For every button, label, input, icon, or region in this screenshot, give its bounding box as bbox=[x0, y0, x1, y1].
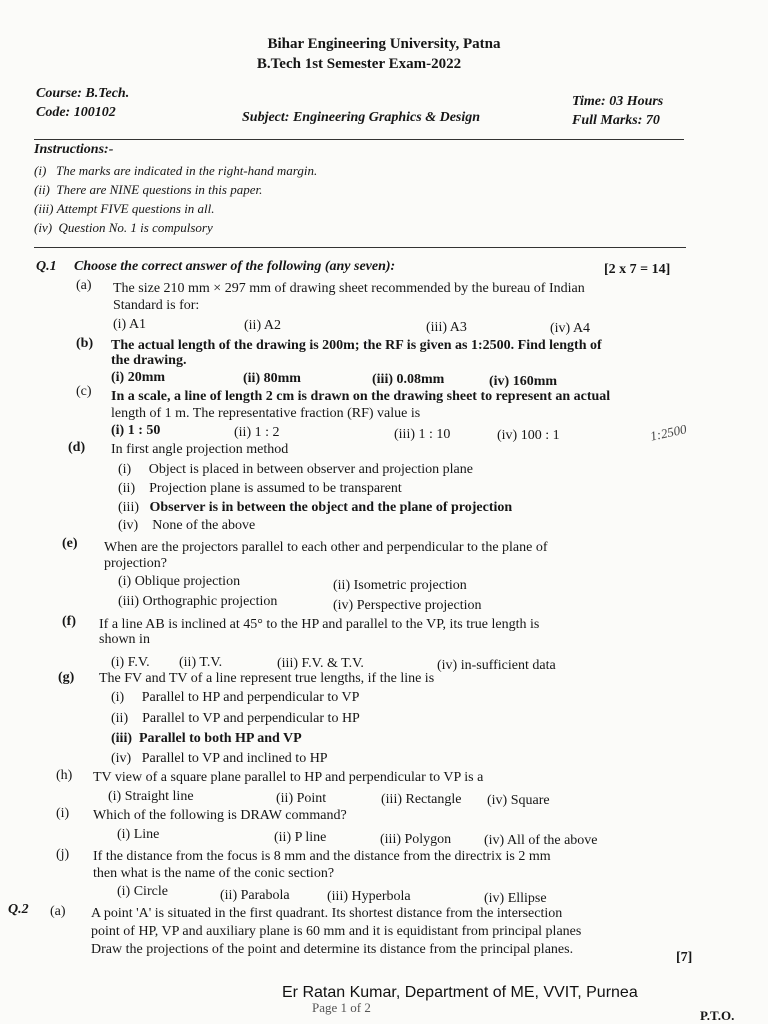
q1e-option: (ii) Isometric projection bbox=[333, 578, 467, 593]
q2a-marks: [7] bbox=[676, 950, 693, 965]
q1a-option: (iii) A3 bbox=[426, 320, 467, 335]
subject-label: Subject: Engineering Graphics & Design bbox=[242, 110, 481, 125]
q1f-option: (i) F.V. bbox=[111, 655, 150, 670]
q1b-text: The actual length of the drawing is 200m; the RF is given as 1:2500. Find length of bbox=[111, 338, 602, 353]
q1j-label: (j) bbox=[56, 847, 70, 862]
q1g-text: The FV and TV of a line represent true lengths, if the line is bbox=[99, 671, 435, 686]
instruction-item: (iii) Attempt FIVE questions in all. bbox=[34, 201, 215, 216]
q1f-text: shown in bbox=[99, 632, 150, 647]
q1g-label: (g) bbox=[58, 670, 75, 685]
q1i-option: (i) Line bbox=[117, 827, 160, 842]
exam-title: B.Tech 1st Semester Exam-2022 bbox=[256, 56, 462, 72]
q1b-option: (ii) 80mm bbox=[243, 371, 301, 386]
handwritten-note: 1:2500 bbox=[648, 421, 688, 444]
page-number: Page 1 of 2 bbox=[312, 1000, 371, 1015]
q1f-text: If a line AB is inclined at 45° to the HP and parallel to the VP, its true length is bbox=[99, 617, 540, 632]
q1g-option: (iv) Parallel to VP and inclined to HP bbox=[111, 751, 328, 766]
q1h-option: (iv) Square bbox=[487, 793, 550, 808]
full-marks: Full Marks: 70 bbox=[572, 113, 660, 128]
q1c-option: (i) 1 : 50 bbox=[111, 423, 161, 438]
q1i-option: (ii) P line bbox=[274, 830, 327, 845]
q1i-option: (iv) All of the above bbox=[484, 833, 598, 848]
q1b-label: (b) bbox=[76, 336, 94, 351]
q1e-text: When are the projectors parallel to each other and perpendicular to the plane of bbox=[104, 540, 548, 555]
q1a-option: (iv) A4 bbox=[550, 321, 591, 336]
q1d-label: (d) bbox=[68, 440, 86, 455]
q1-number: Q.1 bbox=[36, 259, 57, 274]
q1-marks: [2 x 7 = 14] bbox=[604, 262, 671, 277]
q2-number: Q.2 bbox=[8, 902, 29, 917]
q1f-option: (iii) F.V. & T.V. bbox=[277, 656, 364, 671]
q1c-option: (iv) 100 : 1 bbox=[497, 428, 560, 443]
q1j-text: then what is the name of the conic section? bbox=[93, 866, 335, 881]
q1i-label: (i) bbox=[56, 806, 70, 821]
exam-time: Time: 03 Hours bbox=[572, 94, 664, 109]
q1j-option: (i) Circle bbox=[117, 884, 168, 899]
q1a-option: (i) A1 bbox=[113, 317, 147, 332]
instruction-item: (i) The marks are indicated in the right-hand margin. bbox=[34, 163, 318, 178]
q1j-option: (ii) Parabola bbox=[220, 888, 290, 903]
q1b-option: (i) 20mm bbox=[111, 370, 166, 385]
q1a-text: The size 210 mm × 297 mm of drawing sheet recommended by the bureau of Indian bbox=[113, 281, 585, 296]
q1f-option: (ii) T.V. bbox=[179, 655, 223, 670]
q1j-text: If the distance from the focus is 8 mm and the distance from the directrix is 2 mm bbox=[93, 849, 551, 864]
q1d-option: (i) Object is placed in between observer and projection plane bbox=[118, 462, 473, 477]
q1h-option: (i) Straight line bbox=[108, 789, 194, 804]
q1h-text: TV view of a square plane parallel to HP and perpendicular to VP is a bbox=[93, 770, 484, 785]
q1c-option: (iii) 1 : 10 bbox=[394, 427, 451, 442]
pto-label: P.T.O. bbox=[700, 1008, 735, 1023]
q1h-label: (h) bbox=[56, 768, 73, 783]
q1e-label: (e) bbox=[62, 536, 78, 551]
instruction-item: (iv) Question No. 1 is compulsory bbox=[34, 220, 213, 235]
instructions-divider bbox=[34, 247, 686, 248]
q1c-option: (ii) 1 : 2 bbox=[234, 425, 280, 440]
footer-credit: Er Ratan Kumar, Department of ME, VVIT, Purnea bbox=[282, 984, 638, 1001]
header-divider bbox=[34, 139, 684, 140]
q1b-text: the drawing. bbox=[111, 353, 187, 368]
instruction-item: (ii) There are NINE questions in this paper. bbox=[34, 182, 263, 197]
university-name: Bihar Engineering University, Patna bbox=[267, 36, 501, 52]
instructions-title: Instructions:- bbox=[34, 142, 114, 157]
q1g-option: (ii) Parallel to VP and perpendicular to HP bbox=[111, 711, 360, 726]
q1-stem: Choose the correct answer of the following (any seven): bbox=[74, 259, 396, 274]
q1e-option: (iv) Perspective projection bbox=[333, 598, 482, 613]
q1a-label: (a) bbox=[76, 278, 92, 293]
q1e-option: (i) Oblique projection bbox=[118, 574, 241, 589]
q1b-option: (iv) 160mm bbox=[489, 374, 558, 389]
q1b-option: (iii) 0.08mm bbox=[372, 372, 445, 387]
q1a-text: Standard is for: bbox=[113, 298, 200, 313]
q1e-option: (iii) Orthographic projection bbox=[118, 594, 278, 609]
q1d-option: (iv) None of the above bbox=[118, 518, 256, 533]
q1d-option: (iii) Observer is in between the object and the plane of projection bbox=[118, 500, 513, 515]
q1d-text: In first angle projection method bbox=[111, 442, 289, 457]
course-code: Code: 100102 bbox=[36, 105, 116, 120]
q1c-text: length of 1 m. The representative fraction (RF) value is bbox=[111, 406, 421, 421]
q1a-option: (ii) A2 bbox=[244, 318, 281, 333]
q1j-option: (iii) Hyperbola bbox=[327, 889, 411, 904]
q1e-text: projection? bbox=[104, 556, 167, 571]
q1i-text: Which of the following is DRAW command? bbox=[93, 808, 347, 823]
q1j-option: (iv) Ellipse bbox=[484, 891, 547, 906]
q1h-option: (ii) Point bbox=[276, 791, 327, 806]
q2a-text: point of HP, VP and auxiliary plane is 60 mm and it is equidistant from principal planes bbox=[91, 924, 582, 939]
q1f-option: (iv) in-sufficient data bbox=[437, 658, 556, 673]
q1c-text: In a scale, a line of length 2 cm is drawn on the drawing sheet to represent an actual bbox=[111, 389, 611, 404]
q1g-option: (iii) Parallel to both HP and VP bbox=[111, 731, 302, 746]
q1f-label: (f) bbox=[62, 614, 76, 629]
q1g-option: (i) Parallel to HP and perpendicular to VP bbox=[111, 690, 360, 705]
q2a-label: (a) bbox=[50, 904, 66, 919]
q1i-option: (iii) Polygon bbox=[380, 832, 452, 847]
q1c-label: (c) bbox=[76, 384, 92, 399]
q1d-option: (ii) Projection plane is assumed to be transparent bbox=[118, 481, 402, 496]
course-label: Course: B.Tech. bbox=[36, 86, 130, 101]
q2a-text: A point 'A' is situated in the first quadrant. Its shortest distance from the intersection bbox=[91, 906, 563, 921]
q1h-option: (iii) Rectangle bbox=[381, 792, 462, 807]
q2a-text: Draw the projections of the point and determine its distance from the principal planes. bbox=[91, 942, 574, 957]
